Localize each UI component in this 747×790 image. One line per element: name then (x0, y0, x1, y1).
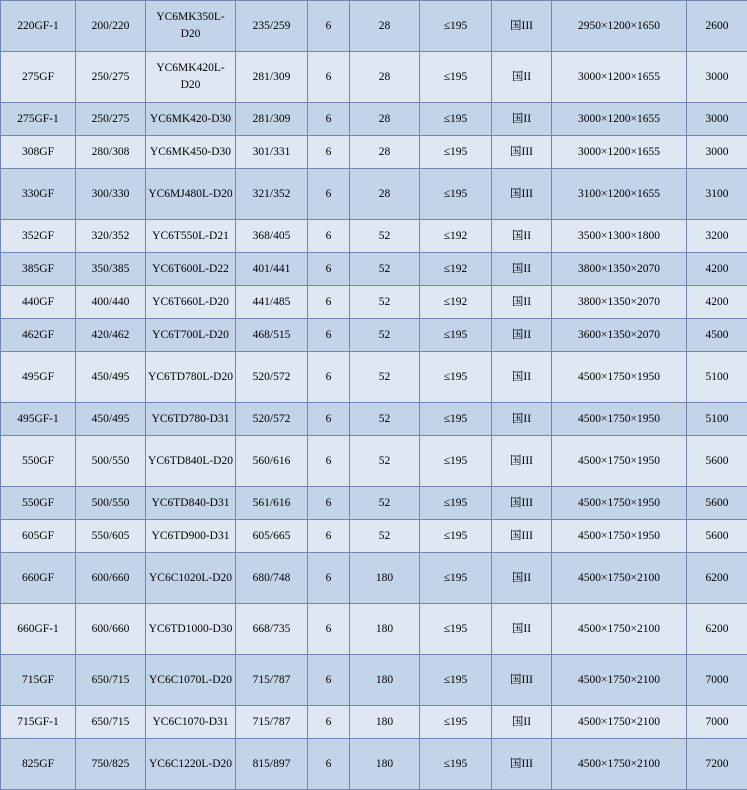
cell-cylinders: 28 (350, 103, 420, 136)
cell-phases: 6 (308, 604, 350, 655)
cell-dimensions: 4500×1750×1950 (552, 403, 687, 436)
cell-power_range: 600/660 (76, 604, 146, 655)
cell-emission_standard: 国II (492, 352, 552, 403)
cell-engine_model: YC6T700L-D20 (146, 319, 236, 352)
cell-phases: 6 (308, 103, 350, 136)
cell-emission_standard: 国III (492, 1, 552, 52)
cell-engine_model: YC6TD780L-D20 (146, 352, 236, 403)
cell-dimensions: 3600×1350×2070 (552, 319, 687, 352)
cell-model_code: 440GF (1, 286, 76, 319)
cell-model_code: 660GF (1, 553, 76, 604)
cell-engine_model: YC6MK420L-D20 (146, 52, 236, 103)
cell-current_range: 301/331 (236, 136, 308, 169)
cell-engine_model: YC6TD780-D31 (146, 403, 236, 436)
cell-cylinders: 180 (350, 604, 420, 655)
cell-cylinders: 28 (350, 136, 420, 169)
cell-phases: 6 (308, 352, 350, 403)
cell-model_code: 605GF (1, 520, 76, 553)
cell-cylinders: 180 (350, 553, 420, 604)
cell-phases: 6 (308, 319, 350, 352)
cell-model_code: 715GF (1, 655, 76, 706)
cell-noise: ≤195 (420, 655, 492, 706)
cell-noise: ≤195 (420, 604, 492, 655)
cell-emission_standard: 国III (492, 739, 552, 790)
cell-phases: 6 (308, 739, 350, 790)
cell-noise: ≤192 (420, 220, 492, 253)
cell-cylinders: 28 (350, 169, 420, 220)
cell-dimensions: 4500×1750×2100 (552, 655, 687, 706)
cell-model_code: 550GF (1, 436, 76, 487)
table-row (1, 352, 747, 403)
cell-cylinders: 52 (350, 220, 420, 253)
cell-weight: 3000 (687, 136, 747, 169)
table-row (1, 319, 747, 352)
cell-current_range: 520/572 (236, 403, 308, 436)
cell-dimensions: 3000×1200×1655 (552, 103, 687, 136)
cell-engine_model: YC6T660L-D20 (146, 286, 236, 319)
cell-model_code: 550GF (1, 487, 76, 520)
cell-current_range: 715/787 (236, 655, 308, 706)
cell-power_range: 750/825 (76, 739, 146, 790)
cell-cylinders: 52 (350, 286, 420, 319)
cell-current_range: 281/309 (236, 52, 308, 103)
cell-dimensions: 2950×1200×1650 (552, 1, 687, 52)
cell-weight: 3000 (687, 103, 747, 136)
cell-current_range: 715/787 (236, 706, 308, 739)
cell-cylinders: 52 (350, 253, 420, 286)
cell-engine_model: YC6TD840L-D20 (146, 436, 236, 487)
cell-cylinders: 52 (350, 403, 420, 436)
cell-model_code: 385GF (1, 253, 76, 286)
cell-engine_model: YC6MK350L-D20 (146, 1, 236, 52)
cell-engine_model: YC6T550L-D21 (146, 220, 236, 253)
cell-weight: 4200 (687, 253, 747, 286)
cell-engine_model: YC6MJ480L-D20 (146, 169, 236, 220)
cell-current_range: 680/748 (236, 553, 308, 604)
cell-cylinders: 52 (350, 352, 420, 403)
cell-emission_standard: 国II (492, 706, 552, 739)
cell-power_range: 500/550 (76, 487, 146, 520)
cell-weight: 5600 (687, 436, 747, 487)
cell-phases: 6 (308, 169, 350, 220)
cell-current_range: 281/309 (236, 103, 308, 136)
cell-current_range: 321/352 (236, 169, 308, 220)
cell-dimensions: 3000×1200×1655 (552, 136, 687, 169)
table-row (1, 220, 747, 253)
cell-engine_model: YC6C1070-D31 (146, 706, 236, 739)
cell-model_code: 330GF (1, 169, 76, 220)
cell-power_range: 250/275 (76, 52, 146, 103)
cell-current_range: 368/405 (236, 220, 308, 253)
cell-power_range: 650/715 (76, 655, 146, 706)
table-row (1, 553, 747, 604)
cell-current_range: 235/259 (236, 1, 308, 52)
cell-noise: ≤192 (420, 286, 492, 319)
table-row (1, 487, 747, 520)
cell-dimensions: 4500×1750×1950 (552, 436, 687, 487)
cell-current_range: 668/735 (236, 604, 308, 655)
cell-emission_standard: 国II (492, 103, 552, 136)
cell-emission_standard: 国III (492, 436, 552, 487)
cell-phases: 6 (308, 136, 350, 169)
table-row (1, 604, 747, 655)
cell-emission_standard: 国II (492, 52, 552, 103)
cell-cylinders: 180 (350, 655, 420, 706)
cell-emission_standard: 国III (492, 487, 552, 520)
cell-phases: 6 (308, 553, 350, 604)
cell-cylinders: 52 (350, 520, 420, 553)
cell-weight: 5600 (687, 520, 747, 553)
table-row (1, 286, 747, 319)
cell-weight: 3000 (687, 52, 747, 103)
cell-cylinders: 28 (350, 52, 420, 103)
cell-power_range: 280/308 (76, 136, 146, 169)
cell-power_range: 400/440 (76, 286, 146, 319)
cell-power_range: 350/385 (76, 253, 146, 286)
cell-noise: ≤192 (420, 253, 492, 286)
cell-emission_standard: 国II (492, 403, 552, 436)
cell-phases: 6 (308, 253, 350, 286)
cell-dimensions: 4500×1750×2100 (552, 739, 687, 790)
cell-dimensions: 3100×1200×1655 (552, 169, 687, 220)
table-body (1, 1, 747, 790)
cell-phases: 6 (308, 520, 350, 553)
table-row (1, 169, 747, 220)
cell-current_range: 401/441 (236, 253, 308, 286)
cell-emission_standard: 国III (492, 136, 552, 169)
cell-phases: 6 (308, 286, 350, 319)
cell-cylinders: 52 (350, 319, 420, 352)
cell-current_range: 605/665 (236, 520, 308, 553)
cell-power_range: 500/550 (76, 436, 146, 487)
cell-noise: ≤195 (420, 487, 492, 520)
cell-phases: 6 (308, 436, 350, 487)
cell-weight: 5100 (687, 352, 747, 403)
cell-emission_standard: 国III (492, 520, 552, 553)
cell-phases: 6 (308, 706, 350, 739)
cell-cylinders: 52 (350, 487, 420, 520)
cell-emission_standard: 国III (492, 655, 552, 706)
cell-power_range: 450/495 (76, 352, 146, 403)
cell-weight: 2600 (687, 1, 747, 52)
cell-engine_model: YC6T600L-D22 (146, 253, 236, 286)
cell-weight: 3200 (687, 220, 747, 253)
cell-model_code: 715GF-1 (1, 706, 76, 739)
cell-power_range: 450/495 (76, 403, 146, 436)
cell-model_code: 495GF (1, 352, 76, 403)
cell-engine_model: YC6TD900-D31 (146, 520, 236, 553)
cell-power_range: 550/605 (76, 520, 146, 553)
cell-emission_standard: 国II (492, 220, 552, 253)
cell-noise: ≤195 (420, 520, 492, 553)
cell-power_range: 650/715 (76, 706, 146, 739)
cell-phases: 6 (308, 1, 350, 52)
cell-engine_model: YC6TD840-D31 (146, 487, 236, 520)
cell-model_code: 308GF (1, 136, 76, 169)
cell-weight: 4200 (687, 286, 747, 319)
table-row (1, 253, 747, 286)
cell-noise: ≤195 (420, 1, 492, 52)
cell-weight: 6200 (687, 604, 747, 655)
cell-cylinders: 28 (350, 1, 420, 52)
table-row (1, 103, 747, 136)
cell-noise: ≤195 (420, 706, 492, 739)
cell-phases: 6 (308, 487, 350, 520)
cell-power_range: 300/330 (76, 169, 146, 220)
cell-engine_model: YC6C1070L-D20 (146, 655, 236, 706)
cell-noise: ≤195 (420, 553, 492, 604)
table-row (1, 136, 747, 169)
cell-current_range: 561/616 (236, 487, 308, 520)
table-row (1, 1, 747, 52)
cell-engine_model: YC6MK420-D30 (146, 103, 236, 136)
cell-power_range: 420/462 (76, 319, 146, 352)
cell-power_range: 200/220 (76, 1, 146, 52)
cell-current_range: 520/572 (236, 352, 308, 403)
cell-weight: 4500 (687, 319, 747, 352)
cell-dimensions: 4500×1750×2100 (552, 553, 687, 604)
cell-dimensions: 4500×1750×1950 (552, 352, 687, 403)
table-row (1, 706, 747, 739)
cell-noise: ≤195 (420, 136, 492, 169)
cell-power_range: 600/660 (76, 553, 146, 604)
cell-dimensions: 3800×1350×2070 (552, 253, 687, 286)
cell-dimensions: 3000×1200×1655 (552, 52, 687, 103)
cell-model_code: 462GF (1, 319, 76, 352)
cell-current_range: 468/515 (236, 319, 308, 352)
cell-noise: ≤195 (420, 352, 492, 403)
cell-dimensions: 4500×1750×1950 (552, 487, 687, 520)
cell-emission_standard: 国II (492, 286, 552, 319)
cell-engine_model: YC6MK450-D30 (146, 136, 236, 169)
table-row (1, 436, 747, 487)
cell-emission_standard: 国II (492, 319, 552, 352)
cell-weight: 7000 (687, 655, 747, 706)
cell-weight: 5100 (687, 403, 747, 436)
cell-dimensions: 4500×1750×1950 (552, 520, 687, 553)
cell-dimensions: 4500×1750×2100 (552, 706, 687, 739)
cell-phases: 6 (308, 403, 350, 436)
cell-dimensions: 3800×1350×2070 (552, 286, 687, 319)
cell-emission_standard: 国III (492, 169, 552, 220)
cell-dimensions: 3500×1300×1800 (552, 220, 687, 253)
cell-noise: ≤195 (420, 739, 492, 790)
cell-phases: 6 (308, 52, 350, 103)
cell-noise: ≤195 (420, 103, 492, 136)
cell-phases: 6 (308, 220, 350, 253)
cell-current_range: 560/616 (236, 436, 308, 487)
cell-emission_standard: 国II (492, 253, 552, 286)
cell-emission_standard: 国II (492, 604, 552, 655)
cell-dimensions: 4500×1750×2100 (552, 604, 687, 655)
cell-noise: ≤195 (420, 403, 492, 436)
cell-model_code: 275GF-1 (1, 103, 76, 136)
cell-model_code: 352GF (1, 220, 76, 253)
cell-weight: 6200 (687, 553, 747, 604)
cell-noise: ≤195 (420, 169, 492, 220)
cell-model_code: 220GF-1 (1, 1, 76, 52)
cell-weight: 5600 (687, 487, 747, 520)
table-row (1, 403, 747, 436)
table-row (1, 52, 747, 103)
cell-weight: 7000 (687, 706, 747, 739)
cell-power_range: 320/352 (76, 220, 146, 253)
table-row (1, 655, 747, 706)
cell-model_code: 660GF-1 (1, 604, 76, 655)
cell-engine_model: YC6C1220L-D20 (146, 739, 236, 790)
cell-noise: ≤195 (420, 52, 492, 103)
cell-noise: ≤195 (420, 319, 492, 352)
cell-engine_model: YC6C1020L-D20 (146, 553, 236, 604)
cell-current_range: 815/897 (236, 739, 308, 790)
cell-cylinders: 180 (350, 739, 420, 790)
cell-power_range: 250/275 (76, 103, 146, 136)
cell-engine_model: YC6TD1000-D30 (146, 604, 236, 655)
table-row (1, 739, 747, 790)
cell-model_code: 275GF (1, 52, 76, 103)
table-row (1, 520, 747, 553)
cell-model_code: 825GF (1, 739, 76, 790)
cell-weight: 7200 (687, 739, 747, 790)
cell-model_code: 495GF-1 (1, 403, 76, 436)
cell-emission_standard: 国II (492, 553, 552, 604)
cell-weight: 3100 (687, 169, 747, 220)
cell-cylinders: 52 (350, 436, 420, 487)
cell-phases: 6 (308, 655, 350, 706)
cell-noise: ≤195 (420, 436, 492, 487)
cell-current_range: 441/485 (236, 286, 308, 319)
cell-cylinders: 180 (350, 706, 420, 739)
